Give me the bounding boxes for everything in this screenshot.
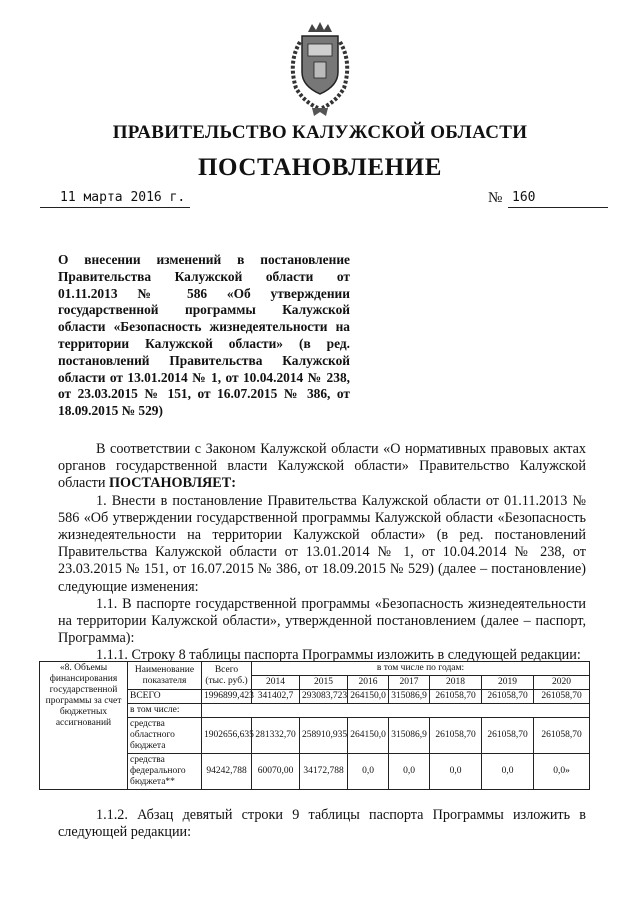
value-cell: 261058,70 [482,690,534,704]
value-cell: 261058,70 [534,718,590,754]
row-name: средства областного бюджета [128,718,202,754]
year-cell: 2018 [430,676,482,690]
row-total: 1996899,423 [202,690,252,704]
paragraph-1-1-1: 1.1.1. Строку 8 таблицы паспорта Программы изложить в следующей редакции: [96,647,581,664]
row-total: 94242,788 [202,754,252,790]
coat-of-arms-icon [282,22,358,118]
year-cell: 2016 [348,676,389,690]
value-cell: 258910,935 [300,718,348,754]
document-date: 11 марта 2016 г. [40,190,190,208]
value-cell: 34172,788 [300,754,348,790]
value-cell: 0,0» [534,754,590,790]
document-body [58,441,586,665]
document-body-continued [58,807,586,841]
document-subject: О внесении изменений в постановление Правительства Калужской области от 01.11.2013 № 586 «Об утверждении государственной программы Калужской области «Безопасность жизнедеятельности на территории Калужской области» (в ред. постановлений Правительства Калужской области от 13.01.2014 № 1, от 10.04.2014 № 238, от 23.03.2015 № 151, от 16.07.2015 № 386, от 18.09.2015 № 529) [58,252,350,419]
intro-text: В соответствии с Законом Калужской области «О нормативных правовых актах органов государственной власти Калужской области» Правительство Калужской области [58,441,586,492]
row-title-cell: «8. Объемы финансирования государственной программы за счет бюджетных ассигнований [40,662,128,790]
value-cell: 315086,9 [389,690,430,704]
paragraph-1: 1. Внести в постановление Правительства Калужской области от 01.11.2013 № 586 «Об утверждении государственной программы Калужской области «Безопасность жизнедеятельности на территории Калужской области» (в ред. постановлений Правительства Калужской области от 13.01.2014 № 1, от 10.04.2014 № 238, от 23.03.2015 № 151, от 16.07.2015 № 386, от 18.09.2015 № 529) (далее – постановление) следующие изменения: [58,492,586,595]
empty-cell [202,704,590,718]
value-cell: 281332,70 [252,718,300,754]
number-label: № [488,190,503,206]
financing-table [39,661,590,790]
column-header-years: в том числе по годам: [252,662,590,676]
value-cell: 60070,00 [252,754,300,790]
row-name: средства федерального бюджета** [128,754,202,790]
value-cell: 0,0 [389,754,430,790]
row-name: ВСЕГО [128,690,202,704]
organization-title: ПРАВИТЕЛЬСТВО КАЛУЖСКОЙ ОБЛАСТИ [112,122,528,143]
column-header-total: Всего (тыс. руб.) [202,662,252,690]
value-cell: 261058,70 [482,718,534,754]
decree-word: ПОСТАНОВЛЯЕТ: [108,475,236,492]
paragraph-1-1: 1.1. В паспорте государственной программы «Безопасность жизнедеятельности на территории Калужской области», утвержденной постановлением (далее – паспорт, Программа): [58,595,586,647]
year-cell: 2017 [389,676,430,690]
value-cell: 293083,723 [300,690,348,704]
year-cell: 2019 [482,676,534,690]
table-header-row [40,662,590,676]
paragraph-1-1-2: 1.1.2. Абзац девятый строки 9 таблицы паспорта Программы изложить в следующей редакции: [58,807,586,841]
value-cell: 264150,0 [348,718,389,754]
value-cell: 315086,9 [389,718,430,754]
year-cell: 2015 [300,676,348,690]
value-cell: 261058,70 [534,690,590,704]
value-cell: 0,0 [348,754,389,790]
document-type: ПОСТАНОВЛЕНИЕ [197,154,443,181]
document-number: 160 [508,190,608,208]
year-cell: 2020 [534,676,590,690]
year-cell: 2014 [252,676,300,690]
value-cell: 261058,70 [430,718,482,754]
column-header-name: Наименование показателя [128,662,202,690]
value-cell: 264150,0 [348,690,389,704]
value-cell: 0,0 [430,754,482,790]
row-name: в том числе: [128,704,202,718]
intro-paragraph [58,441,586,493]
value-cell: 0,0 [482,754,534,790]
value-cell: 341402,7 [252,690,300,704]
value-cell: 261058,70 [430,690,482,704]
row-total: 1902656,635 [202,718,252,754]
